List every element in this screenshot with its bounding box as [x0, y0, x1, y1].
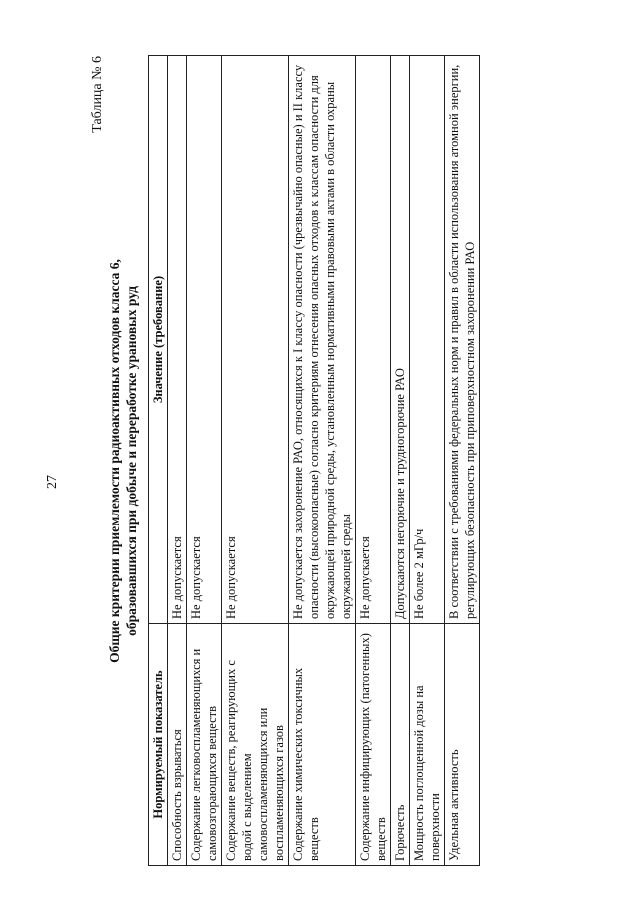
value-cell: Допускаются негорючие и трудногорючие РАО [391, 56, 410, 624]
value-cell: Не допускается [356, 56, 391, 624]
value-cell: Не более 2 мГр/ч [410, 56, 445, 624]
table-header-row [149, 56, 168, 866]
indicator-cell: Удельная активность [445, 624, 480, 866]
table-row [445, 56, 480, 866]
indicator-cell: Содержание легковоспламеняющихся и самовозгорающихся веществ [187, 624, 222, 866]
document-title-line-1: Общие критерии приемлемости радиоактивных отходов класса 6, [107, 259, 122, 663]
indicator-cell: Содержание веществ, реагирующих с водой с выделением самовоспламеняющихся или воспламеняющихся газов [222, 624, 289, 866]
value-cell: Не допускается [222, 56, 289, 624]
document-title-line-2: образовавшихся при добыче и переработке урановых руд [124, 286, 139, 636]
value-cell: Не допускается захоронение РАО, относящихся к I классу опасности (чрезвычайно опасные) и II классу опасности (высокоопасные) согласно критериям отнесения опасных отходов к классам опасности для окружающей природной среды, установленным нормативными правовыми актами в области охраны окружающей среды [289, 56, 356, 624]
indicator-cell: Мощность поглощенной дозы на поверхности [410, 624, 445, 866]
rotated-content [90, 56, 482, 866]
criteria-table [148, 55, 480, 866]
indicator-cell: Горючесть [391, 624, 410, 866]
header-indicator: Нормируемый показатель [149, 624, 168, 866]
table-row [222, 56, 289, 866]
header-value: Значение (требование) [149, 56, 168, 624]
table-row [289, 56, 356, 866]
value-cell: Не допускается [168, 56, 187, 624]
document-title [106, 56, 140, 866]
indicator-cell: Способность взрываться [168, 624, 187, 866]
table-label: Таблица № 6 [90, 56, 105, 133]
indicator-cell: Содержание химических токсичных веществ [289, 624, 356, 866]
table-row [391, 56, 410, 866]
table-row [187, 56, 222, 866]
page-number: 27 [45, 475, 60, 489]
table-row [356, 56, 391, 866]
table-row [410, 56, 445, 866]
value-cell: В соответствии с требованиями федеральных норм и правил в области использования атомной энергии, регулирующих безопасность при приповерхностном захоронении РАО [445, 56, 480, 624]
table-row [168, 56, 187, 866]
value-cell: Не допускается [187, 56, 222, 624]
indicator-cell: Содержание инфицирующих (патогенных) веществ [356, 624, 391, 866]
